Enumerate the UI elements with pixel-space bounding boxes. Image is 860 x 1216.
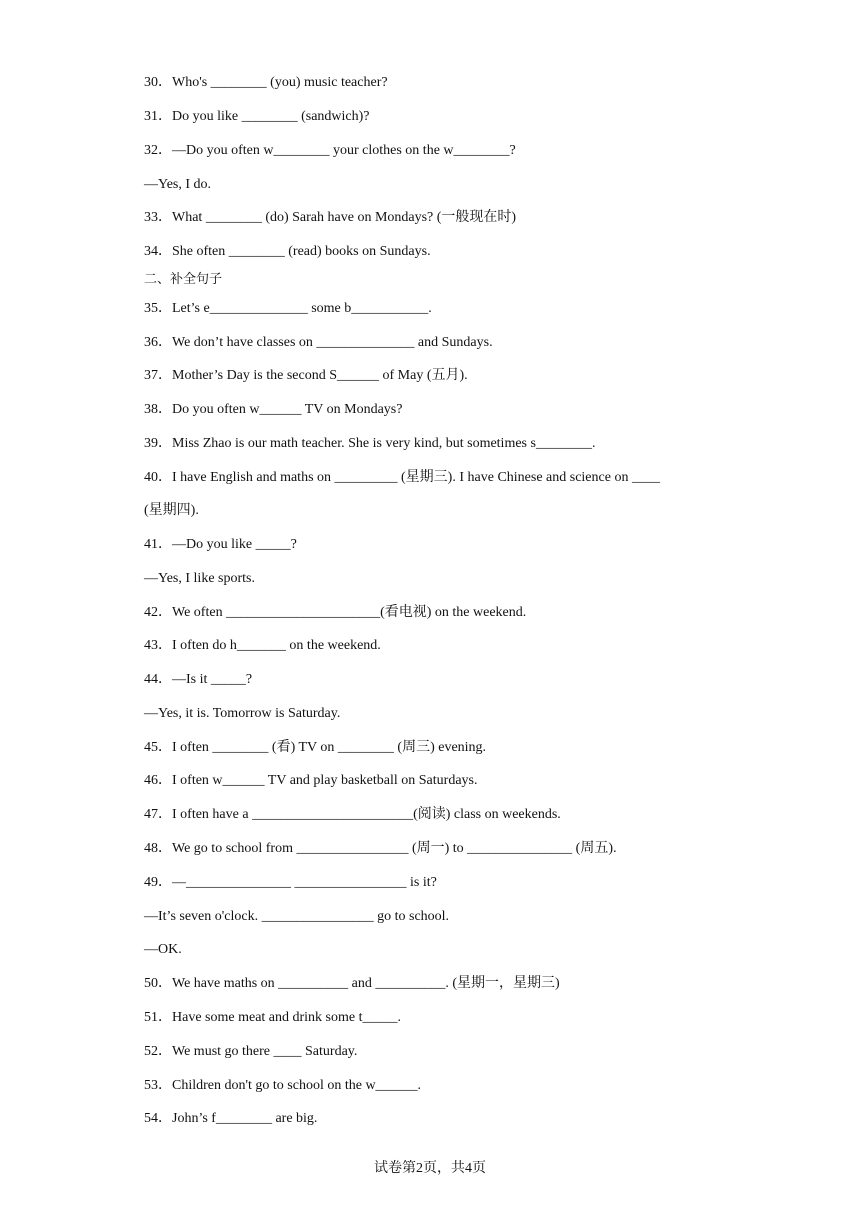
question-49: 49．—_______________ ________________ is it? [144,875,437,890]
question-50: 50．We have maths on __________ and __________. (星期一，星期三) [144,976,560,991]
question-30: 30．Who's ________ (you) music teacher? [144,75,388,90]
question-51: 51．Have some meat and drink some t_____. [144,1010,402,1025]
answer-32: —Yes, I do. [144,177,212,192]
question-42: 42．We often ______________________(看电视) on the weekend. [144,605,527,620]
answer-41: —Yes, I like sports. [144,571,255,586]
answer-49: —It’s seven o'clock. ________________ go to school. [144,909,450,924]
question-44: 44．—Is it _____? [144,672,253,687]
question-38: 38．Do you often w______ TV on Mondays? [144,402,403,417]
question-48: 48．We go to school from ________________ (周一) to _______________ (周五). [144,841,617,856]
question-39: 39．Miss Zhao is our math teacher. She is very kind, but sometimes s________. [144,436,596,451]
question-54: 54．John’s f________ are big. [144,1111,318,1126]
question-47: 47．I often have a _______________________(阅读) class on weekends. [144,807,561,822]
question-36: 36．We don’t have classes on ______________ and Sundays. [144,335,493,350]
question-35: 35．Let’s e______________ some b___________. [144,301,432,316]
answer-44: —Yes, it is. Tomorrow is Saturday. [144,706,341,721]
question-53: 53．Children don't go to school on the w______. [144,1078,422,1093]
question-40-cont: (星期四). [144,503,199,518]
question-33: 33．What ________ (do) Sarah have on Mondays? (一般现在时) [144,210,517,225]
question-31: 31．Do you like ________ (sandwich)? [144,109,370,124]
page-footer: 试卷第2页，共4页 [374,1161,486,1176]
question-32: 32．—Do you often w________ your clothes on the w________? [144,143,516,158]
question-45: 45．I often ________ (看) TV on ________ (周三) evening. [144,740,487,755]
question-34: 34．She often ________ (read) books on Sundays. [144,244,431,259]
answer-49-ok: —OK. [144,942,182,957]
question-52: 52．We must go there ____ Saturday. [144,1044,358,1059]
question-37: 37．Mother’s Day is the second S______ of May (五月). [144,368,468,383]
question-40: 40．I have English and maths on _________ (星期三). I have Chinese and science on ____ [144,470,660,485]
question-43: 43．I often do h_______ on the weekend. [144,638,381,653]
question-46: 46．I often w______ TV and play basketball on Saturdays. [144,773,478,788]
section-title: 二、补全句子 [144,272,223,287]
question-41: 41．—Do you like _____? [144,537,297,552]
